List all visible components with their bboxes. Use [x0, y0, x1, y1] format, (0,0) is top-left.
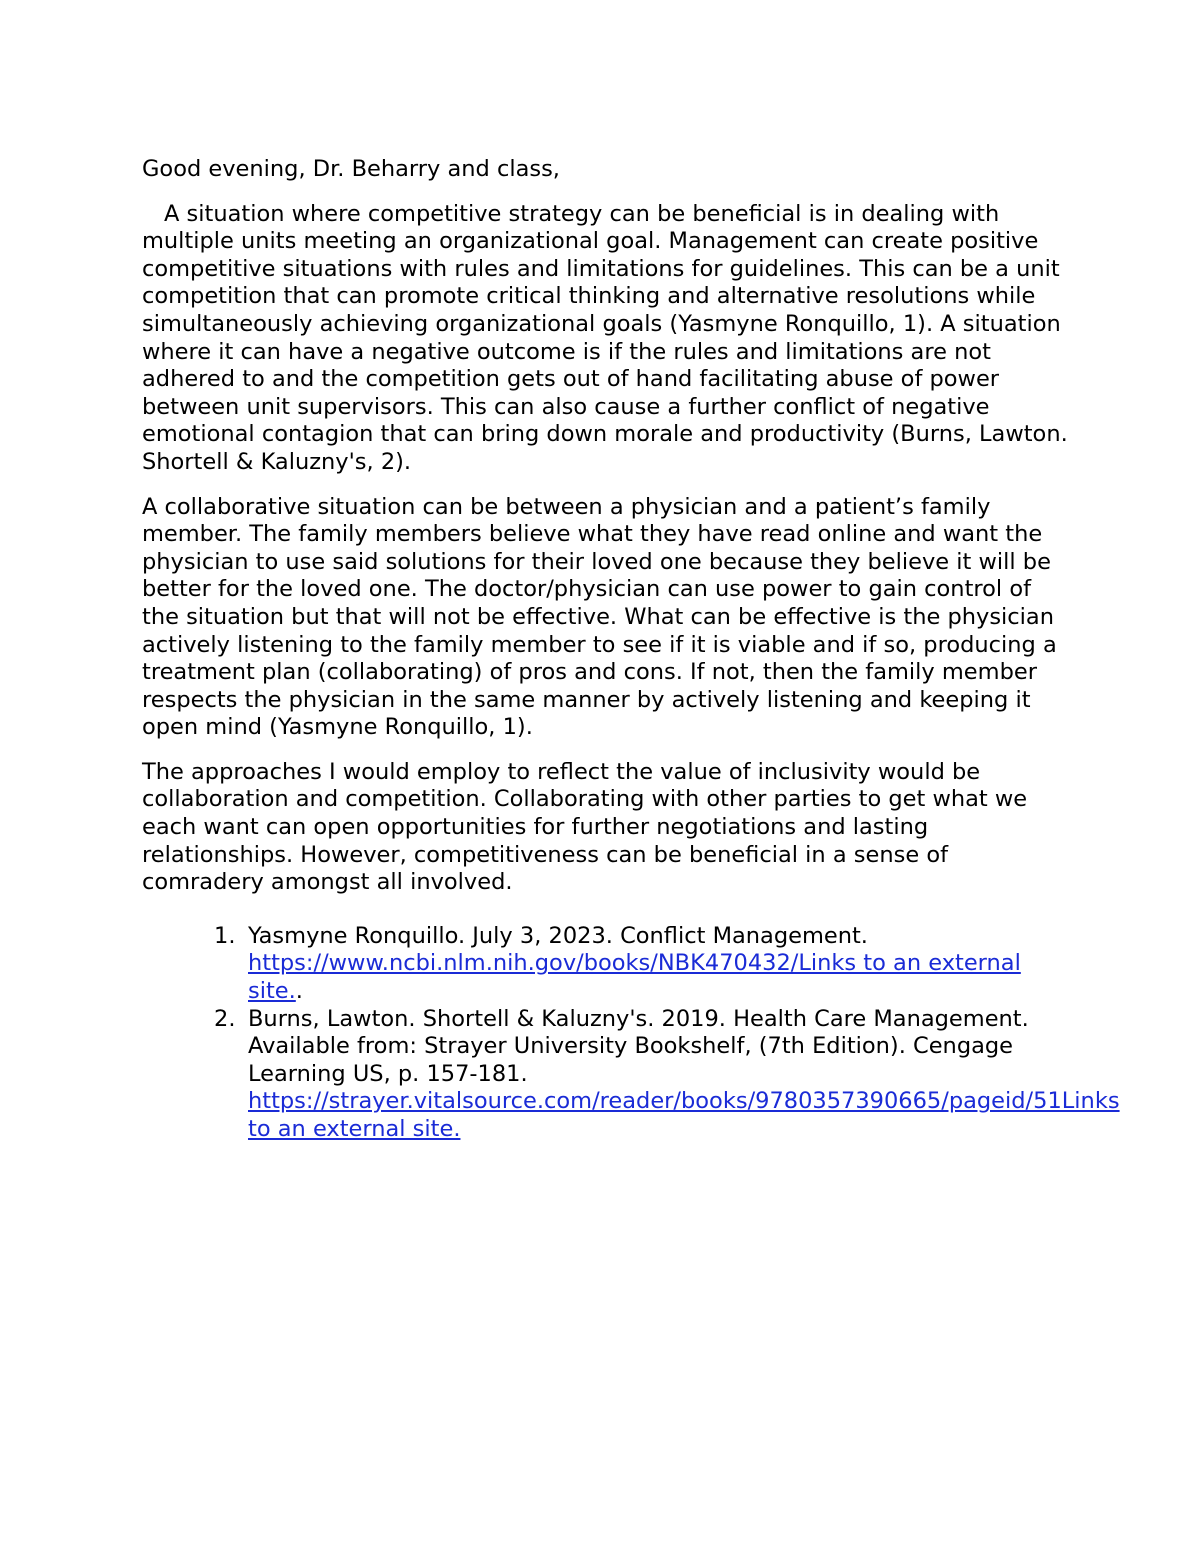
reference-text: Yasmyne Ronquillo. July 3, 2023. Conflict Management. — [248, 922, 868, 949]
reference-trailing: . — [295, 978, 303, 1005]
paragraph-approaches: The approaches I would employ to reflect the value of inclusivity would be collaboration and competition. Collaborating with other parties to get what we each want can open opportunities for further negotiations and lasting relationships. However, competitiveness can be beneficial in a sense of comradery amongst all involved. — [142, 758, 1028, 896]
reference-item — [214, 922, 1072, 1006]
reference-item — [214, 1005, 1120, 1144]
paragraph-collaborative: A collaborative situation can be between a physician and a patient’s family member. The family members believe what they have read online and want the physician to use said solutions for their loved one because they believe it will be better for the loved one. The doctor/physician can use power to gain control of the situation but that will not be effective. What can be effective is the physician actively listening to the family member to see if it is viable and if so, producing a treatment plan (collaborating) of pros and cons. If not, then the family member respects the physician in the same manner by actively listening and keeping it open mind (Yasmyne Ronquillo, 1). — [142, 493, 1057, 741]
reference-number: 2. — [214, 1005, 236, 1032]
reference-number: 1. — [214, 922, 236, 949]
paragraph-competitive: A situation where competitive strategy can be beneficial is in dealing with multiple units meeting an organizational goal. Management can create positive competitive situations with rules and limitations for guidelines. This can be a unit competition that can promote critical thinking and alternative resolutions while simultaneously achieving organizational goals (Yasmyne Ronquillo, 1). A situation where it can have a negative outcome is if the rules and limitations are not adhered to and the competition gets out of hand facilitating abuse of power between unit supervisors. This can also cause a further conflict of negative emotional contagion that can bring down morale and productivity (Burns, Lawton. Shortell & Kaluzny's, 2). — [142, 200, 1068, 475]
reference-link[interactable]: https://strayer.vitalsource.com/reader/books/9780357390665/pageid/51Links to an external site. — [248, 1088, 1120, 1142]
reference-text: Burns, Lawton. Shortell & Kaluzny's. 2019. Health Care Management. Available from: Strayer University Bookshelf, (7th Edition). Cengage Learning US, p. 157-181. — [248, 1005, 1029, 1087]
document-page — [142, 156, 1120, 1144]
reference-link[interactable]: https://www.ncbi.nlm.nih.gov/books/NBK470432/Links to an external site. — [248, 950, 1021, 1005]
greeting-line: Good evening, Dr. Beharry and class, — [142, 156, 560, 182]
references-list — [142, 922, 1120, 1144]
